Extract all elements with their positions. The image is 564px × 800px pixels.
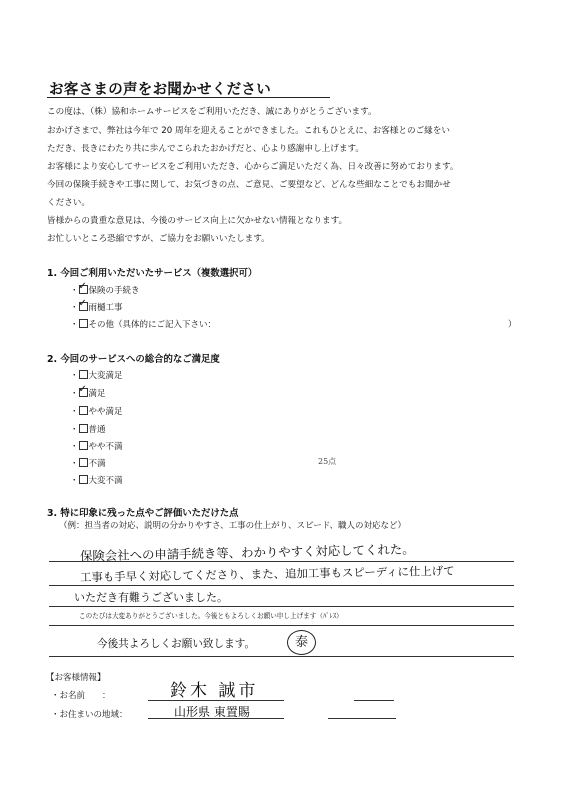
close-paren: ）: [508, 320, 517, 330]
option-label: 不満: [88, 459, 106, 469]
q2-option[interactable]: ・ 大変不満: [70, 476, 123, 486]
q1-option[interactable]: ・✓ 雨樋工事: [70, 301, 123, 313]
area-underline: [148, 718, 284, 719]
checkbox-checked[interactable]: [79, 302, 88, 311]
name-underline: [148, 700, 284, 701]
handwritten-line: 保険会社への申請手続き等、わかりやすく対応してくれた。: [79, 541, 415, 564]
writing-line: [49, 606, 514, 607]
intro-line: ただき、長きにわたり共に歩んでこられたおかげだと、心より感謝申し上げます。: [47, 144, 364, 154]
score-note: 25点: [318, 457, 337, 466]
area-underline-extra: [328, 718, 396, 719]
option-label: 普通: [88, 425, 106, 435]
q1-option[interactable]: ・ その他（具体的にご記入下さい：: [70, 320, 217, 330]
q2-heading: 2. 今回のサービスへの総合的なご満足度: [47, 354, 220, 365]
q2-option[interactable]: ・ やや不満: [70, 442, 123, 452]
checkbox[interactable]: [79, 475, 88, 484]
writing-line: [49, 625, 514, 626]
checkbox-checked[interactable]: [79, 388, 88, 397]
q2-option[interactable]: ・ 大変満足: [70, 371, 123, 381]
checkbox-checked[interactable]: [79, 285, 88, 294]
intro-line: お忙しいところ恐縮ですが、ご協力をお願いいたします。: [47, 234, 270, 244]
checkbox[interactable]: [79, 424, 88, 433]
option-label: その他（具体的にご記入下さい：: [88, 320, 217, 330]
option-label: 雨樋工事: [88, 303, 123, 313]
q1-heading: 1. 今回ご利用いただいたサービス（複数選択可）: [47, 268, 258, 279]
writing-line: [49, 561, 514, 562]
intro-line: 今回の保険手続きや工事に関して、お気づきの点、ご意見、ご要望など、どんな些細なことでもお聞かせ: [47, 180, 451, 190]
area-label: ・お住まいの地域：: [51, 710, 128, 720]
page-title: お客さまの声をお聞かせください: [49, 82, 271, 98]
intro-line: ください。: [47, 198, 90, 208]
writing-line: [49, 585, 514, 586]
intro-line: お客様により安心してサービスをご利用いただき、心からご満足いただく為、日々改善に努めております。: [47, 162, 459, 172]
area-value[interactable]: 山形県 東置賜: [174, 705, 250, 719]
checkbox[interactable]: [79, 370, 88, 379]
handwritten-line: 工事も手早く対応してくださり、また、追加工事もスピーディに仕上げて: [79, 563, 455, 585]
handwritten-line: このたびは大変ありがとうございました。今後ともよろしくお願い申し上げます（ﾊﾟﾚｽ）: [79, 612, 343, 620]
name-label: ・お名前 ：: [51, 691, 111, 701]
option-label: やや満足: [88, 407, 123, 417]
name-underline-extra: [354, 700, 394, 701]
seal-stamp: 泰: [287, 630, 316, 655]
checkbox[interactable]: [79, 441, 88, 450]
option-label: やや不満: [88, 442, 123, 452]
customer-heading: 【お客様情報】: [46, 673, 106, 683]
handwritten-line: 今後共よろしくお願い致します。: [97, 638, 256, 650]
name-value[interactable]: 鈴木 誠市: [170, 681, 259, 701]
q2-option[interactable]: ・✓ 満足: [70, 387, 106, 399]
option-label: 大変不満: [88, 476, 123, 486]
checkbox[interactable]: [79, 458, 88, 467]
q3-example: （例：担当者の対応、説明の分かりやすさ、工事の仕上がり、スピード、職人の対応など）: [59, 521, 407, 531]
q2-option[interactable]: ・ やや満足: [70, 407, 123, 417]
handwritten-line: いただき有難うございました。: [74, 591, 228, 604]
intro-line: おかげさまで、弊社は今年で 20 周年を迎えることができました。これもひとえに、お客様とのご縁をい: [47, 126, 450, 136]
checkbox[interactable]: [79, 406, 88, 415]
intro-line: この度は、（株）協和ホームサービスをご利用いただき、誠にありがとうございます。: [47, 107, 377, 117]
option-label: 保険の手続き: [88, 286, 140, 296]
intro-line: 皆様からの貴重な意見は、今後のサービス向上に欠かせない情報となります。: [47, 216, 348, 226]
title-underline: [47, 97, 330, 98]
q2-option[interactable]: ・ 不満: [70, 459, 106, 469]
writing-line: [49, 656, 514, 657]
option-label: 満足: [88, 389, 106, 399]
q1-option[interactable]: ・✓ 保険の手続き: [70, 284, 140, 296]
option-label: 大変満足: [88, 371, 123, 381]
q3-heading: 3. 特に印象に残った点やご評価いただけた点: [47, 508, 239, 519]
q2-option[interactable]: ・ 普通: [70, 425, 106, 435]
checkbox[interactable]: [79, 319, 88, 328]
